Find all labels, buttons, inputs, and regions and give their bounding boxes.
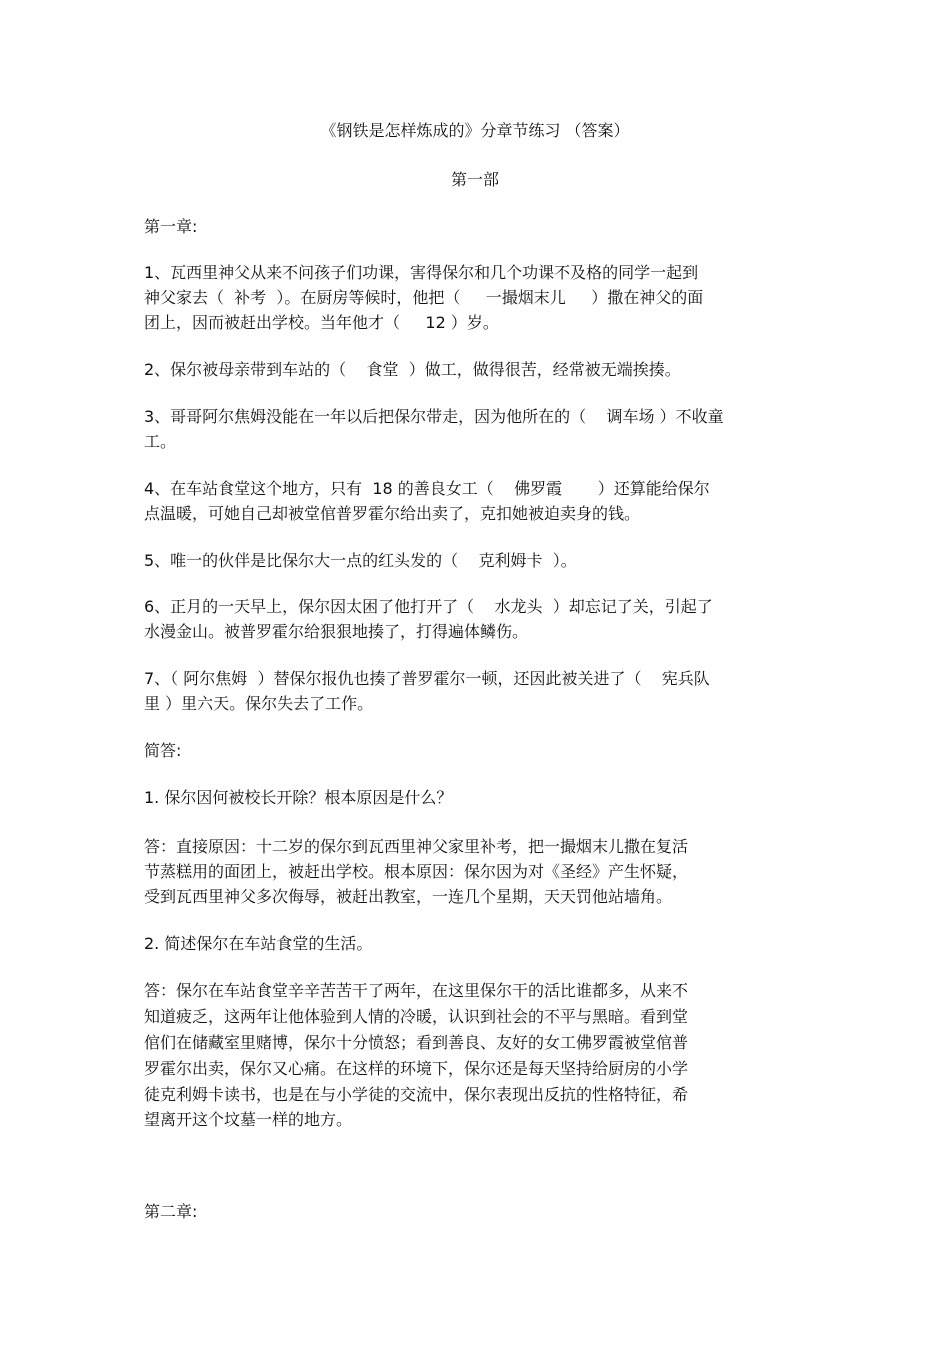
short-answer-heading: 简答:: [144, 741, 182, 760]
question-line: 3、哥哥阿尔焦姆没能在一年以后把保尔带走，因为他所在的（ 调车场 ）不收童: [144, 407, 724, 426]
question-line: 1、瓦西里神父从来不问孩子们功课，害得保尔和几个功课不及格的同学一起到: [144, 263, 699, 282]
question-line: 团上，因而被赶出学校。当年他才（ 12 ）岁。: [144, 313, 499, 332]
answer-line: 答：保尔在车站食堂辛辛苦苦干了两年，在这里保尔干的活比谁都多，从来不: [144, 981, 689, 1000]
answer-line: 倌们在储藏室里赌博，保尔十分愤怒；看到善良、友好的女工佛罗霞被堂倌普: [144, 1033, 689, 1052]
short-question-2: 2. 简述保尔在车站食堂的生活。: [144, 934, 373, 953]
chapter-two-heading: 第二章:: [144, 1202, 198, 1221]
answer-line: 知道疲乏，这两年让他体验到人情的冷暖，认识到社会的不平与黑暗。看到堂: [144, 1007, 689, 1026]
question-line: 7、（ 阿尔焦姆 ）替保尔报仇也揍了普罗霍尔一顿，还因此被关进了（ 宪兵队: [144, 669, 710, 688]
short-question-1: 1. 保尔因何被校长开除？根本原因是什么？: [144, 788, 453, 807]
question-line: 工。: [144, 432, 177, 451]
part-heading: 第一部: [450, 170, 499, 189]
question-line: 2、保尔被母亲带到车站的（ 食堂 ）做工，做得很苦，经常被无端挨揍。: [144, 360, 681, 379]
question-line: 水漫金山。被普罗霍尔给狠狠地揍了，打得遍体鳞伤。: [144, 622, 529, 641]
document-title: 《钢铁是怎样炼成的》分章节练习 （答案）: [320, 121, 630, 140]
answer-line: 节蒸糕用的面团上，被赶出学校。根本原因：保尔因为对《圣经》产生怀疑，: [144, 862, 689, 881]
answer-line: 望离开这个坟墓一样的地方。: [144, 1110, 353, 1129]
question-line: 神父家去（ 补考 ）。在厨房等候时，他把（ 一撮烟末儿 ）撒在神父的面: [144, 288, 704, 307]
question-line: 点温暖，可她自己却被堂倌普罗霍尔给出卖了，克扣她被迫卖身的钱。: [144, 504, 641, 523]
question-line: 4、在车站食堂这个地方，只有 18 的善良女工（ 佛罗霞 ）还算能给保尔: [144, 479, 710, 498]
answer-line: 答：直接原因：十二岁的保尔到瓦西里神父家里补考，把一撮烟末儿撒在复活: [144, 837, 689, 856]
question-line: 里 ）里六天。保尔失去了工作。: [144, 694, 374, 713]
answer-line: 徒克利姆卡读书，也是在与小学徒的交流中，保尔表现出反抗的性格特征，希: [144, 1085, 689, 1104]
answer-line: 罗霍尔出卖，保尔又心痛。在这样的环境下，保尔还是每天坚持给厨房的小学: [144, 1059, 689, 1078]
question-line: 5、唯一的伙伴是比保尔大一点的红头发的（ 克利姆卡 ）。: [144, 551, 577, 570]
answer-line: 受到瓦西里神父多次侮辱，被赶出教室，一连几个星期，天天罚他站墙角。: [144, 887, 673, 906]
question-line: 6、正月的一天早上，保尔因太困了他打开了（ 水龙头 ）却忘记了关，引起了: [144, 597, 713, 616]
chapter-one-heading: 第一章:: [144, 217, 198, 236]
